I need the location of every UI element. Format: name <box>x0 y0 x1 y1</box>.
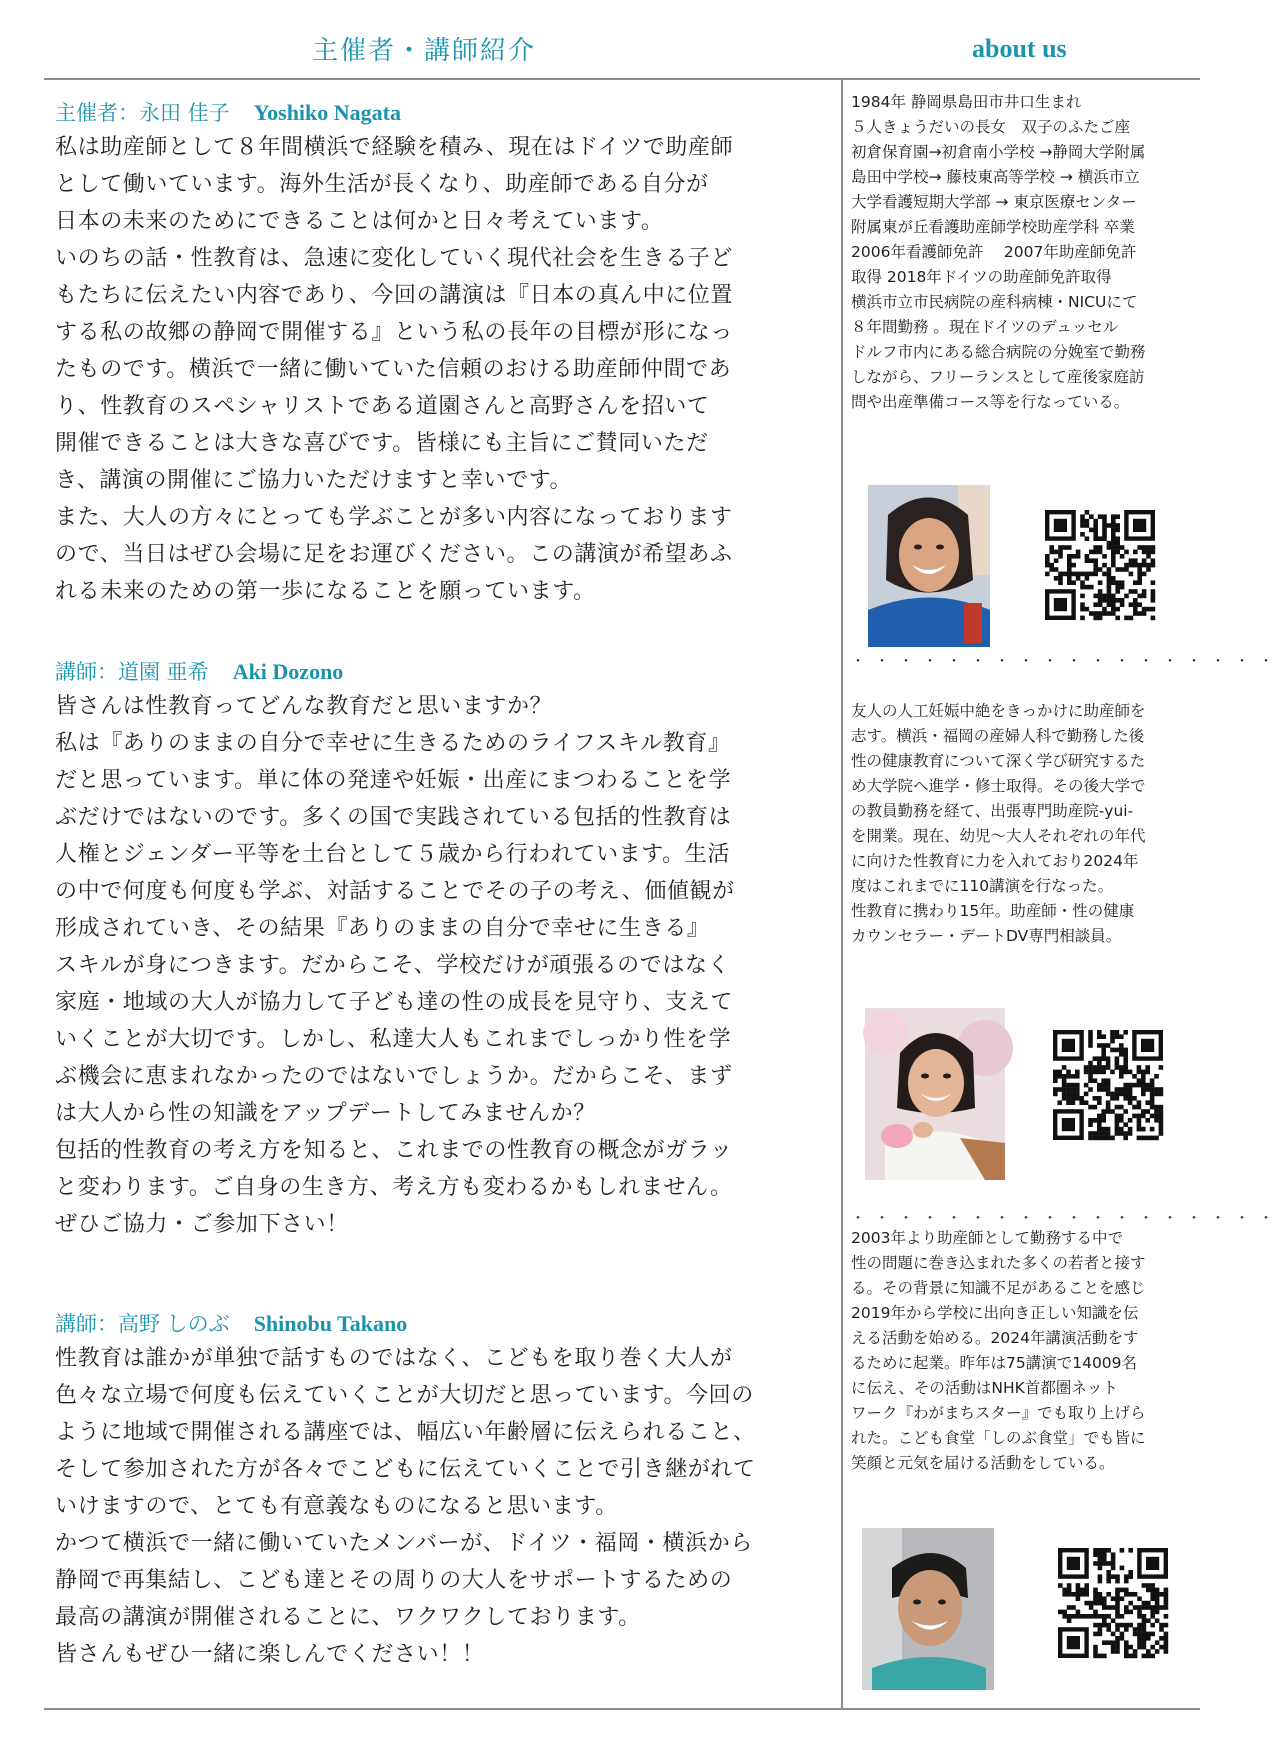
body-line: は大人から性の知識をアップデートしてみませんか？ <box>55 1101 596 1126</box>
qr-code-takano <box>1058 1548 1168 1658</box>
body-line: 静岡で再集結し、こども達とその周りの大人をサポートするための <box>55 1568 733 1593</box>
bio-nagata <box>851 90 1211 415</box>
top-divider <box>44 78 1200 80</box>
body-line: 皆さんもぜひ一緒に楽しんでください！！ <box>55 1642 485 1667</box>
bio-line: れた。こども食堂「しのぶ食堂」でも皆に <box>851 1429 1146 1447</box>
organizer-section <box>55 97 825 610</box>
organizer-name-en: Yoshiko Nagata <box>253 100 401 125</box>
lecturer-takano-section <box>55 1308 825 1673</box>
body-line: いのちの話・性教育は、急速に変化していく現代社会を生きる子ど <box>55 246 734 271</box>
lecturer-dozono-heading <box>55 656 825 688</box>
body-line: ので、当日はぜひ会場に足をお運びください。この講演が希望あふ <box>55 542 733 567</box>
bio-line: に向けた性教育に力を入れており2024年 <box>851 852 1139 870</box>
bio-line: を開業。現在、幼児〜大人それぞれの年代 <box>851 827 1146 845</box>
body-line: 形成されていき、その結果『ありのままの自分で幸せに生きる』 <box>55 916 710 941</box>
bio-line: 横浜市立市民病院の産科病棟・NICUにて <box>851 293 1138 311</box>
bio-line: える活動を始める。2024年講演活動をす <box>851 1329 1139 1347</box>
body-line: き、講演の開催にご協力いただけますと幸いです。 <box>55 468 573 493</box>
body-line: かつて横浜で一緒に働いていたメンバーが、ドイツ・福岡・横浜から <box>55 1531 753 1556</box>
bio-line: め大学院へ進学・修士取得。その後大学で <box>851 777 1146 795</box>
about-us-heading: about us <box>972 34 1067 63</box>
bio-line: 性の健康教育について深く学び研究するた <box>851 752 1146 770</box>
body-line: する私の故郷の静岡で開催する』という私の長年の目標が形になっ <box>55 320 734 345</box>
bio-takano <box>851 1226 1211 1476</box>
body-line: 私は助産師として８年間横浜で経験を積み、現在はドイツで助産師 <box>55 135 734 160</box>
bio-line: 取得 2018年ドイツの助産師免許取得 <box>851 268 1112 286</box>
bio-line: ５人きょうだいの長女 双子のふたご座 <box>851 118 1131 136</box>
photo-dozono <box>865 1008 1005 1180</box>
bio-line: 大学看護短期大学部 → 東京医療センター <box>851 193 1137 211</box>
bio-line: 1984年 静岡県島田市井口生まれ <box>851 93 1082 111</box>
body-line: 人権とジェンダー平等を土台として５歳から行われています。生活 <box>55 842 730 867</box>
body-line: いけますので、とても有意義なものになると思います。 <box>55 1494 618 1519</box>
bio-line: ８年間勤務 。現在ドイツのデュッセル <box>851 318 1119 336</box>
bio-dozono <box>851 699 1211 949</box>
dot-separator: ・・・・・・・・・・・・・・・・・・ <box>851 1211 1283 1227</box>
bio-line: 友人の人工妊娠中絶をきっかけに助産師を <box>851 702 1146 720</box>
bio-line: 2003年より助産師として勤務する中で <box>851 1229 1123 1247</box>
lecturer-takano-heading <box>55 1308 825 1340</box>
body-line: ぶだけではないのです。多くの国で実践されている包括的性教育は <box>55 805 732 830</box>
body-line: ぜひご協力・ご参加下さい！ <box>55 1212 349 1237</box>
lecturer-dozono-name-jp: 講師：道園 亜希 <box>55 660 209 684</box>
body-line: だと思っています。単に体の発達や妊娠・出産にまつわることを学 <box>55 768 732 793</box>
bio-line: しながら、フリーランスとして産後家庭訪 <box>851 368 1145 386</box>
body-line: 家庭・地域の大人が協力して子ども達の性の成長を見守り、支えて <box>55 990 734 1015</box>
qr-code-nagata <box>1045 510 1155 620</box>
body-line: として働いています。海外生活が長くなり、助産師である自分が <box>55 172 709 197</box>
body-line: れる未来のための第一歩になることを願っています。 <box>55 579 596 604</box>
body-line: と変わります。ご自身の生き方、考え方も変わるかもしれません。 <box>55 1175 733 1200</box>
bio-line: の教員勤務を経て、出張専門助産院-yui- <box>851 802 1134 820</box>
lecturer-takano-name-jp: 講師：高野 しのぶ <box>55 1312 230 1336</box>
lecturer-dozono-section <box>55 656 825 1243</box>
bottom-divider <box>44 1708 1200 1710</box>
bio-line: 初倉保育園→初倉南小学校 →静岡大学附属 <box>851 143 1146 161</box>
qr-code-dozono <box>1053 1030 1163 1140</box>
body-line: たものです。横浜で一緒に働いていた信頼のおける助産師仲間であ <box>55 357 732 382</box>
body-line: いくことが大切です。しかし、私達大人もこれまでしっかり性を学 <box>55 1027 732 1052</box>
bio-line: 2006年看護師免許 2007年助産師免許 <box>851 243 1137 261</box>
body-line: スキルが身につきます。だからこそ、学校だけが頑張るのではなく <box>55 953 731 978</box>
body-line: また、大人の方々にとっても学ぶことが多い内容になっております <box>55 505 733 530</box>
photo-takano <box>862 1528 994 1690</box>
bio-line: 性の問題に巻き込まれた多くの若者と接す <box>851 1254 1146 1272</box>
body-line: 私は『ありのままの自分で幸せに生きるためのライフスキル教育』 <box>55 731 731 756</box>
bio-line: ドルフ市内にある総合病院の分娩室で勤務 <box>851 343 1146 361</box>
body-line: 最高の講演が開催されることに、ワクワクしております。 <box>55 1605 641 1630</box>
photo-nagata <box>868 485 990 647</box>
bio-line: 性教育に携わり15年。助産師・性の健康 <box>851 902 1135 920</box>
bio-line: 志す。横浜・福岡の産婦人科で勤務した後 <box>851 727 1145 745</box>
bio-line: カウンセラー・デートDV専門相談員。 <box>851 927 1122 945</box>
organizer-heading <box>55 97 825 129</box>
dot-separator: ・・・・・・・・・・・・・・・・・・ <box>851 654 1283 670</box>
body-line: の中で何度も何度も学ぶ、対話することでその子の考え、価値観が <box>55 879 735 904</box>
body-line: 性教育は誰かが単独で話すものではなく、こどもを取り巻く大人が <box>55 1346 733 1371</box>
lecturer-dozono-name-en: Aki Dozono <box>232 659 344 684</box>
organizer-name-jp: 主催者：永田 佳子 <box>55 101 230 125</box>
body-line: り、性教育のスペシャリストである道園さんと高野さんを招いて <box>55 394 710 419</box>
body-line: 皆さんは性教育ってどんな教育だと思いますか？ <box>55 694 553 719</box>
bio-line: 島田中学校→ 藤枝東高等学校 → 横浜市立 <box>851 168 1140 186</box>
body-line: ように地域で開催される講座では、幅広い年齢層に伝えられること、 <box>55 1420 756 1445</box>
bio-line: 附属東が丘看護助産師学校助産学科 卒業 <box>851 218 1135 236</box>
body-line: もたちに伝えたい内容であり、今回の講演は『日本の真ん中に位置 <box>55 283 734 308</box>
column-divider <box>841 80 843 1708</box>
body-line: 包括的性教育の考え方を知ると、これまでの性教育の概念がガラッ <box>55 1138 733 1163</box>
bio-line: ワーク『わがまちスター』でも取り上げら <box>851 1404 1146 1422</box>
body-line: 開催できることは大きな喜びです。皆様にも主旨にご賛同いただ <box>55 431 709 456</box>
bio-line: に伝え、その活動はNHK首都圏ネット <box>851 1379 1118 1397</box>
bio-line: 問や出産準備コース等を行なっている。 <box>851 393 1130 411</box>
body-line: 色々な立場で何度も伝えていくことが大切だと思っています。今回の <box>55 1383 754 1408</box>
lecturer-takano-name-en: Shinobu Takano <box>253 1311 408 1336</box>
body-line: そして参加された方が各々でこどもに伝えていくことで引き継がれて <box>55 1457 756 1482</box>
body-line: 日本の未来のためにできることは何かと日々考えています。 <box>55 209 664 234</box>
bio-line: るために起業。昨年は75講演で14009名 <box>851 1354 1138 1372</box>
page-title: 主催者・講師紹介 <box>312 36 537 66</box>
bio-line: 2019年から学校に出向き正しい知識を伝 <box>851 1304 1139 1322</box>
bio-line: 笑顔と元気を届ける活動をしている。 <box>851 1454 1115 1472</box>
bio-line: 度はこれまでに110講演を行なった。 <box>851 877 1114 895</box>
bio-line: る。その背景に知識不足があることを感じ <box>851 1279 1146 1297</box>
body-line: ぶ機会に恵まれなかったのではないでしょうか。だからこそ、まず <box>55 1064 733 1089</box>
